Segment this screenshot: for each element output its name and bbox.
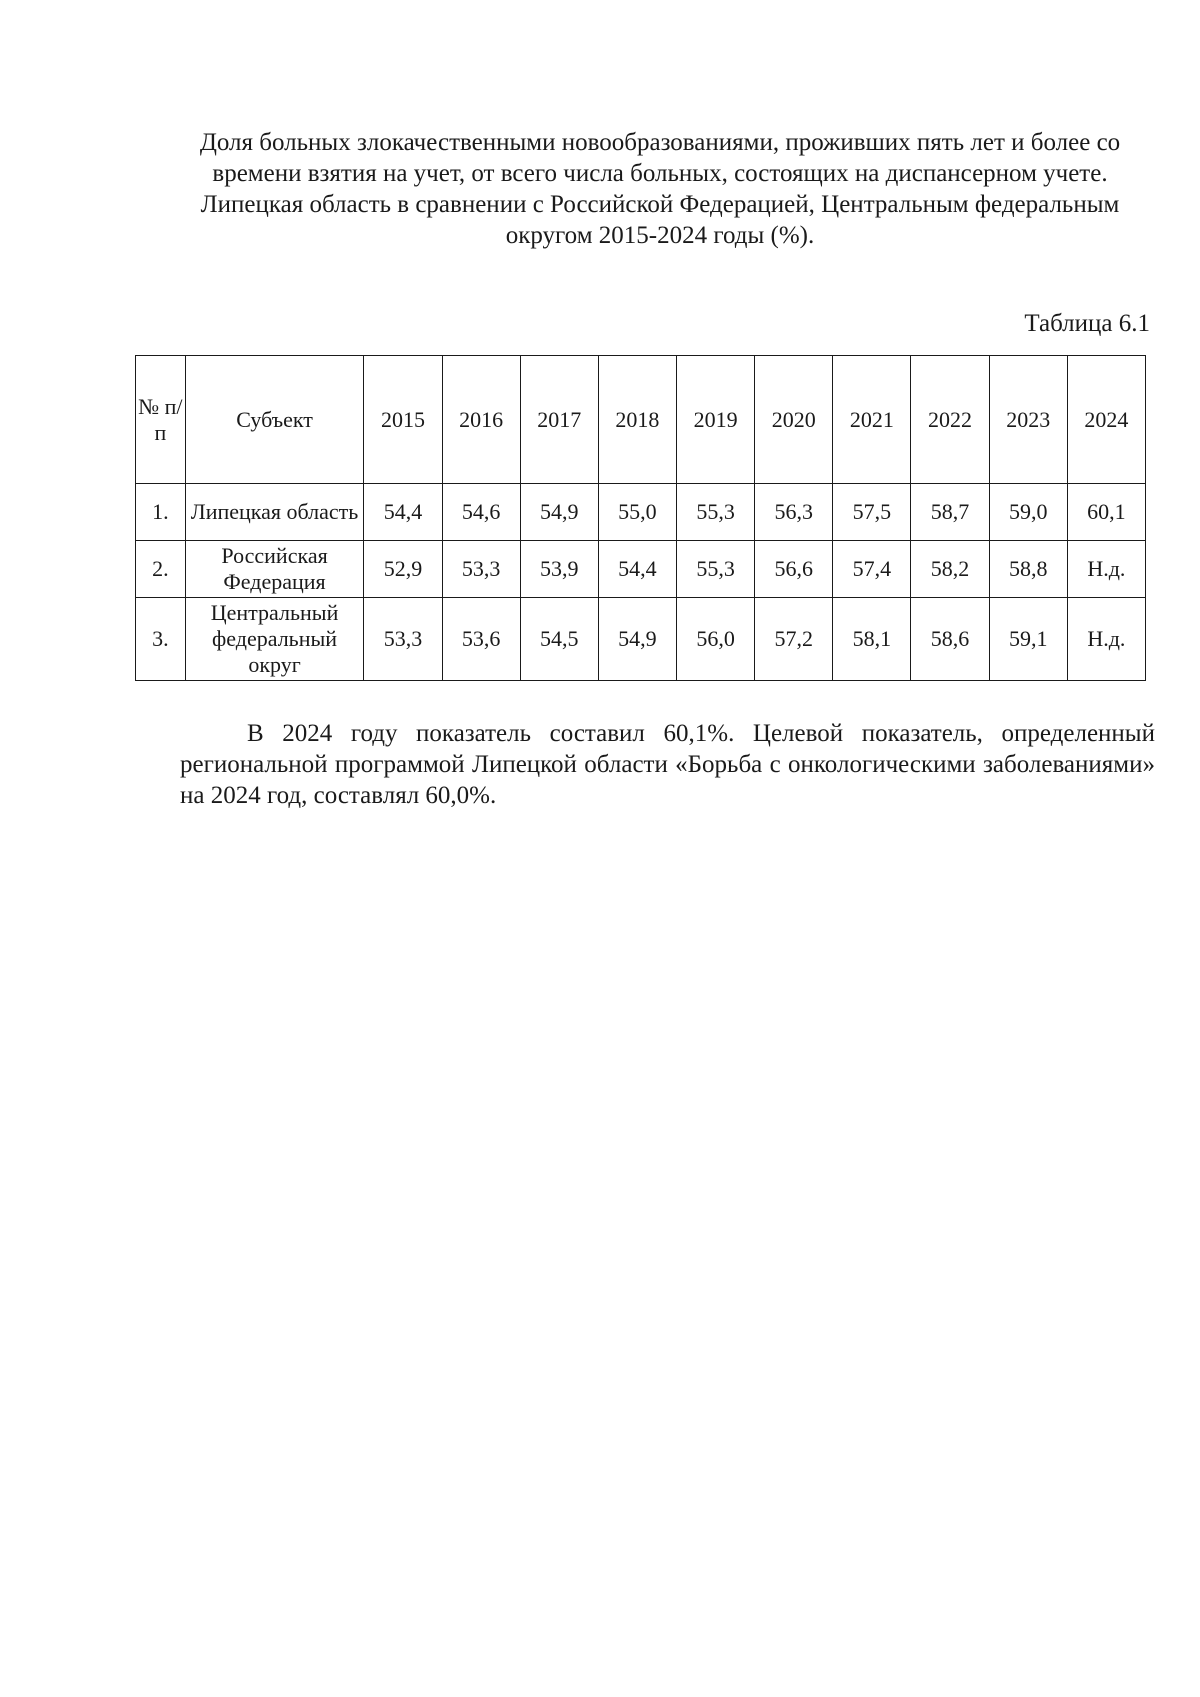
header-year: 2020 [755, 356, 833, 484]
row-subject: Российская Федерация [185, 541, 364, 598]
header-num [136, 356, 186, 484]
row-value: 52,9 [364, 541, 442, 598]
row-value: 55,3 [677, 484, 755, 541]
header-subject [185, 356, 364, 484]
header-year: 2023 [989, 356, 1067, 484]
header-subject-label: Субъект [236, 406, 313, 432]
row-value: 59,1 [989, 598, 1067, 681]
table-row [136, 484, 1146, 541]
summary-paragraph: В 2024 году показатель составил 60,1%. Целевой показатель, определенный региональной программой Липецкой области «Борьба с онкологическими заболеваниями» на 2024 год, составлял 60,0%. [180, 720, 1155, 809]
table-header-row [136, 356, 1146, 484]
row-value: Н.д. [1067, 541, 1145, 598]
row-value: 53,6 [442, 598, 520, 681]
table-caption: Таблица 6.1 [1024, 310, 1150, 337]
row-value: 58,6 [911, 598, 989, 681]
table-row [136, 598, 1146, 681]
row-value: 58,7 [911, 484, 989, 541]
document-title: Доля больных злокачественными новообразованиями, проживших пять лет и более со времени взятия на учет, от всего числа больных, состоящих на диспансерном учете. Липецкая область в сравнении с Российской Федерацией, Центральным федеральным округом 2015-2024 годы (%). [199, 129, 1121, 249]
row-subject: Центральный федеральный округ [185, 598, 364, 681]
row-value: 53,9 [520, 541, 598, 598]
header-year: 2016 [442, 356, 520, 484]
row-num: 3. [136, 598, 186, 681]
header-year: 2022 [911, 356, 989, 484]
row-value: 54,9 [520, 484, 598, 541]
header-year: 2024 [1067, 356, 1145, 484]
row-value: 57,4 [833, 541, 911, 598]
header-year: 2019 [677, 356, 755, 484]
row-value: 54,4 [364, 484, 442, 541]
row-value: 53,3 [442, 541, 520, 598]
header-year: 2021 [833, 356, 911, 484]
row-value: 57,2 [755, 598, 833, 681]
row-value: 54,6 [442, 484, 520, 541]
header-year: 2017 [520, 356, 598, 484]
row-value: 58,2 [911, 541, 989, 598]
row-value: 55,0 [598, 484, 676, 541]
row-value: 55,3 [677, 541, 755, 598]
row-value: 57,5 [833, 484, 911, 541]
table-row [136, 541, 1146, 598]
header-year: 2018 [598, 356, 676, 484]
row-num: 2. [136, 541, 186, 598]
row-value: 54,4 [598, 541, 676, 598]
header-year: 2015 [364, 356, 442, 484]
row-value: 53,3 [364, 598, 442, 681]
row-value: 58,1 [833, 598, 911, 681]
row-value: 56,0 [677, 598, 755, 681]
row-value: 54,9 [598, 598, 676, 681]
survival-rate-table [135, 355, 1146, 681]
row-value: 56,6 [755, 541, 833, 598]
row-subject: Липецкая область [185, 484, 364, 541]
row-num: 1. [136, 484, 186, 541]
row-value: 54,5 [520, 598, 598, 681]
row-value: 60,1 [1067, 484, 1145, 541]
row-value: Н.д. [1067, 598, 1145, 681]
row-value: 59,0 [989, 484, 1067, 541]
row-value: 58,8 [989, 541, 1067, 598]
header-num-label: № п/п [138, 393, 183, 445]
row-value: 56,3 [755, 484, 833, 541]
